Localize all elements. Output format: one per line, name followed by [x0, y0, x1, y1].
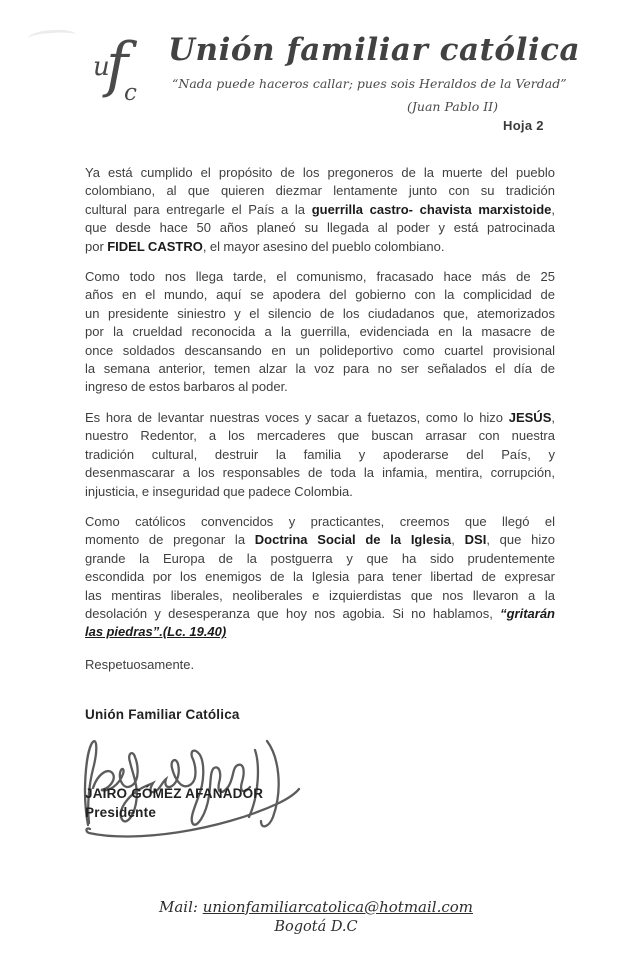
motto-text: “Nada puede haceros callar; pues sois Heraldos de la Verdad”	[172, 76, 567, 91]
text-line: escondida por los enemigos de la Iglesia para tener libertad de expresar	[85, 569, 555, 585]
text-line: Ya está cumplido el propósito de los pregoneros de la muerte del pueblo	[85, 165, 555, 180]
text-line: las piedras”.(Lc. 19.40)	[85, 624, 227, 640]
logo-letter-c: c	[124, 80, 137, 106]
signature-block	[85, 729, 555, 849]
paragraphs-container	[85, 164, 555, 642]
sheet-number-label: Hoja 2	[503, 118, 544, 133]
signer-name: JAIRO GÓMEZ AFANADOR	[85, 785, 264, 801]
text-line: ingreso de estos barbaros al poder.	[85, 379, 288, 395]
text-line: Como todo nos llega tarde, el comunismo, fracasado hace más de 25	[85, 269, 555, 285]
text-line: colombiano, al que quieren diezmar lentamente junto con su tradición	[85, 183, 555, 199]
text-line: injusticia, e inseguridad que padece Colombia.	[85, 483, 353, 499]
email-address: unionfamiliarcatolica@hotmail.com	[202, 898, 473, 916]
text-line: años en el mundo, aquí se apodera del gobierno con la complicidad de	[85, 287, 555, 303]
paragraph	[85, 164, 555, 256]
text-line: las mentiras liberales, neoliberales e izquierdistas que nos llevaron a la	[85, 587, 555, 603]
footer-mail-line	[0, 898, 632, 916]
footer	[0, 898, 632, 935]
organization-title: Unión familiar católica	[168, 32, 581, 68]
closing-line: Respetuosamente.	[85, 656, 195, 672]
paragraph	[85, 409, 555, 501]
text-line: tradición cultural, destruir la familia y apoderarse del País, y	[85, 446, 555, 462]
quote-attribution: (Juan Pablo II)	[407, 99, 498, 114]
text-line: momento de pregonar la Doctrina Social de la Iglesia, DSI, que hizo	[85, 532, 555, 548]
text-line: por la crueldad reconocida a la guerrilla, evidenciada en la masacre de	[85, 324, 555, 340]
text-line: Es hora de levantar nuestras voces y sacar a fuetazos, como lo hizo JESÚS,	[85, 409, 555, 425]
signer-title: Presidente	[85, 804, 157, 820]
paragraph	[85, 513, 555, 642]
letter-body	[85, 164, 555, 849]
text-line: por FIDEL CASTRO, el mayor asesino del pueblo colombiano.	[85, 238, 445, 254]
text-line: Como católicos convencidos y practicantes, creemos que llegó el	[85, 513, 555, 529]
paragraph	[85, 268, 555, 397]
text-line: grande la Europa de la postguerra y que ha sido prudentemente	[85, 550, 555, 566]
footer-city: Bogotá D.C	[274, 919, 358, 935]
text-line: cultural para entregarle el País a la guerrilla castro- chavista marxistoide,	[85, 201, 555, 217]
ufc-logo	[93, 30, 153, 112]
text-line: la semana anterior, temen alzar la voz para no ser señalados el día de	[85, 361, 555, 377]
text-line: desenmascarar a los responsables de toda la infamia, mentira, corrupción,	[85, 465, 555, 481]
logo-letter-u: u	[93, 52, 110, 82]
text-line: que desde hace 50 años planeó su llegada al poder y está patrocinada	[85, 220, 555, 236]
text-line: nuestro Redentor, a los mercaderes que buscan arrasar con nuestra	[85, 428, 555, 444]
logo-letter-f: f	[106, 30, 129, 100]
mail-label: Mail:	[159, 898, 203, 916]
text-line: once soldados descansando en un polideportivo como cuartel provisional	[85, 342, 555, 358]
text-line: un presidente siniestro y el silencio de los ciudadanos que, atemorizados	[85, 305, 555, 321]
organization-signoff: Unión Familiar Católica	[85, 707, 240, 723]
scan-artifact	[28, 28, 77, 44]
text-line: desolación y desesperanza que hoy nos agobia. Si no hablamos, “gritarán	[85, 605, 555, 621]
